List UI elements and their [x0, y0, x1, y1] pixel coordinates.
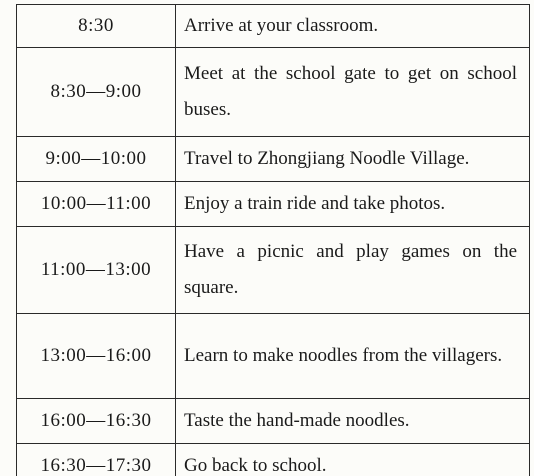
time-cell: 8:30 — [17, 5, 176, 48]
activity-cell: Have a picnic and play games on the square. — [176, 227, 530, 314]
table-row — [17, 314, 530, 399]
time-cell: 16:30—17:30 — [17, 444, 176, 476]
time-cell: 11:00—13:00 — [17, 227, 176, 314]
table-row — [17, 444, 530, 476]
table-row — [17, 182, 530, 227]
activity-cell: Go back to school. — [176, 444, 530, 476]
table-row — [17, 137, 530, 182]
activity-cell: Arrive at your classroom. — [176, 5, 530, 48]
activity-cell: Travel to Zhongjiang Noodle Village. — [176, 137, 530, 182]
time-cell: 9:00—10:00 — [17, 137, 176, 182]
table-row — [17, 48, 530, 137]
time-cell: 10:00—11:00 — [17, 182, 176, 227]
time-cell: 13:00—16:00 — [17, 314, 176, 399]
activity-cell: Taste the hand-made noodles. — [176, 399, 530, 444]
schedule-table — [16, 4, 530, 476]
activity-cell: Enjoy a train ride and take photos. — [176, 182, 530, 227]
activity-cell: Meet at the school gate to get on school buses. — [176, 48, 530, 137]
table-row — [17, 227, 530, 314]
time-cell: 8:30—9:00 — [17, 48, 176, 137]
table-row — [17, 399, 530, 444]
time-cell: 16:00—16:30 — [17, 399, 176, 444]
activity-cell: Learn to make noodles from the villagers. — [176, 314, 530, 399]
table-row — [17, 5, 530, 48]
